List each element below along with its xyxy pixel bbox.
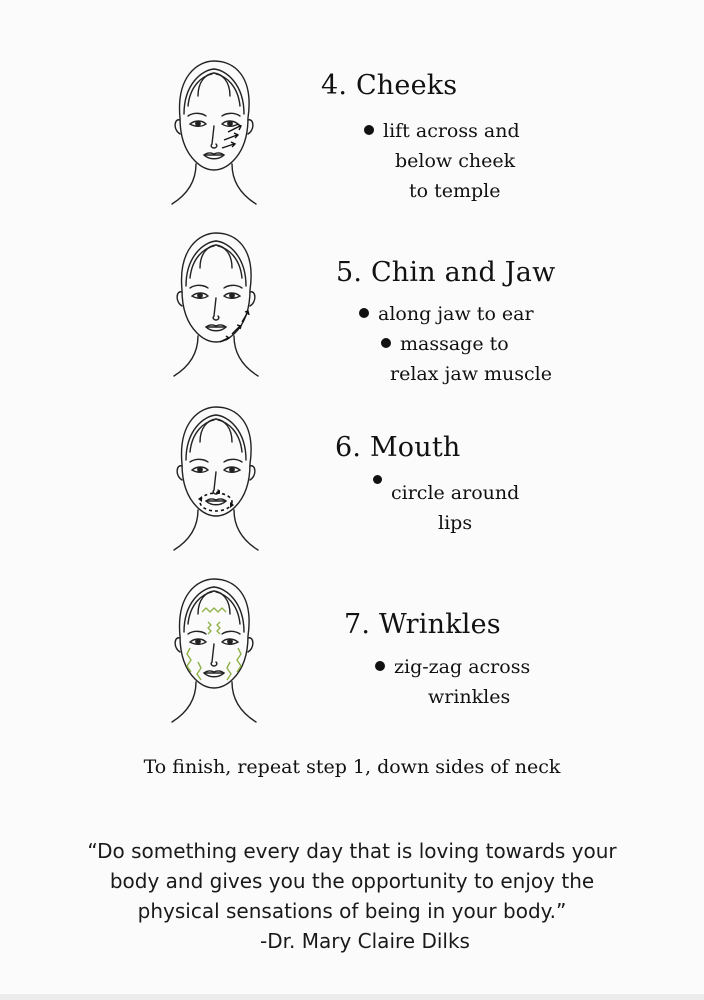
bullet-icon (373, 475, 382, 484)
quote-line: physical sensations of being in your body.” (137, 899, 567, 923)
instruction-line: to temple (409, 180, 501, 202)
step-title: 4. Cheeks (321, 70, 458, 101)
instruction-line: relax jaw muscle (390, 363, 552, 385)
quote-line: “Do something every day that is loving towards your (87, 839, 617, 863)
bullet-icon (375, 661, 385, 671)
instruction-line: circle around (391, 482, 520, 504)
instruction-line: below cheek (395, 150, 516, 172)
instruction-line: zig-zag across (375, 652, 530, 682)
instruction-line: lips (438, 512, 473, 534)
instruction-line: along jaw to ear (359, 299, 552, 329)
face-illustration-icon (160, 402, 270, 552)
quote-block (0, 836, 704, 956)
bullet-icon (364, 125, 374, 135)
step-instructions (359, 299, 552, 389)
face-illustration-icon (158, 574, 268, 724)
face-illustration-icon (160, 228, 270, 378)
step-instructions (391, 478, 519, 538)
step-title: 7. Wrinkles (344, 609, 501, 640)
step-title: 6. Mouth (335, 432, 461, 463)
finish-instruction: To finish, repeat step 1, down sides of neck (143, 756, 561, 778)
step-instructions (364, 116, 520, 206)
page-bottom-edge (0, 994, 704, 1000)
instruction-line: wrinkles (428, 686, 511, 708)
face-illustration-icon (158, 56, 268, 206)
step-instructions (375, 652, 530, 712)
instruction-line: massage to (359, 329, 552, 359)
bullet-icon (381, 338, 391, 348)
quote-attribution: -Dr. Mary Claire Dilks (260, 929, 470, 953)
quote-line: body and gives you the opportunity to enjoy the (109, 869, 595, 893)
instruction-line: lift across and (364, 116, 520, 146)
step-title: 5. Chin and Jaw (336, 257, 556, 288)
bullet-icon (359, 308, 369, 318)
